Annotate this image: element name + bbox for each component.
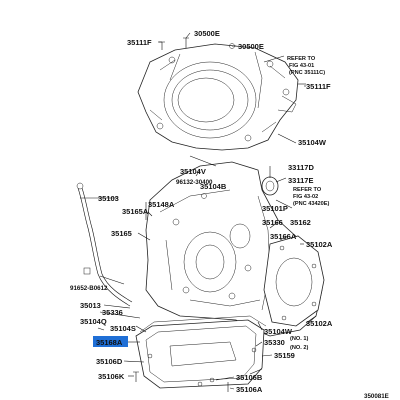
label-35104W-top: 35104W bbox=[298, 138, 326, 147]
seal-33117 bbox=[262, 177, 278, 195]
label-96132-30400: 96132-30400 bbox=[176, 179, 213, 186]
label-35013: 35013 bbox=[80, 301, 101, 310]
bolt-35106K bbox=[133, 372, 139, 382]
refer-note-2-line3: (PNC 43420E) bbox=[293, 201, 330, 207]
label-35148A: 35148A bbox=[148, 200, 175, 209]
label-35106A: 35106A bbox=[236, 385, 263, 394]
label-35168A: 35168A bbox=[96, 338, 123, 347]
plug-35104B bbox=[190, 156, 216, 166]
converter-housing bbox=[138, 44, 298, 150]
label-35330: 35330 bbox=[264, 338, 285, 347]
refer-note-2-line2: FIG 43-02 bbox=[293, 194, 319, 200]
label-30500E: 30500E bbox=[194, 29, 220, 38]
label-35103: 35103 bbox=[98, 194, 119, 203]
refer-note-1-line2: FIG 43-01 bbox=[289, 63, 315, 69]
label-35104S: 35104S bbox=[110, 324, 136, 333]
label-35104V: 35104V bbox=[180, 167, 206, 176]
label-33117D: 33117D bbox=[288, 163, 314, 172]
label-35162: 35162 bbox=[290, 218, 311, 227]
bolt-35111F-top bbox=[159, 42, 165, 50]
label-35104B: 35104B bbox=[200, 182, 227, 191]
label-35102A-1: 35102A bbox=[306, 240, 333, 249]
label-35104W-bottom: 35104W bbox=[264, 327, 292, 336]
refer-note-1-line1: REFER TO bbox=[287, 56, 316, 62]
label-35159: 35159 bbox=[274, 351, 295, 360]
diagram-code: 350081E bbox=[364, 393, 389, 400]
label-35166A: 35166A bbox=[270, 232, 297, 241]
tube-clamp bbox=[84, 268, 90, 274]
label-35166: 35166 bbox=[262, 218, 283, 227]
label-33117E: 33117E bbox=[288, 176, 314, 185]
label-35165A: 35165A bbox=[122, 207, 149, 216]
bolt-30500E bbox=[183, 38, 189, 48]
label-30500E-2: 30500E bbox=[238, 42, 264, 51]
label-35106D: 35106D bbox=[96, 357, 123, 366]
label-35102A-2: 35102A bbox=[306, 319, 333, 328]
note-no-2: (NO. 2) bbox=[290, 345, 309, 351]
label-35336: 35336 bbox=[102, 308, 123, 317]
label-35101P: 35101P bbox=[262, 204, 288, 213]
label-35111F-top: 35111F bbox=[127, 38, 152, 47]
note-no-1: (NO. 1) bbox=[290, 336, 309, 342]
refer-note-1-line3: (PNC 35111C) bbox=[289, 70, 326, 76]
label-91652-B0612: 91652-B0612 bbox=[70, 285, 108, 292]
label-35106B: 35106B bbox=[236, 373, 263, 382]
label-35106K: 35106K bbox=[98, 372, 125, 381]
label-35104Q: 35104Q bbox=[80, 317, 107, 326]
label-35111F-right: 35111F bbox=[306, 82, 331, 91]
refer-note-2-line1: REFER TO bbox=[293, 187, 322, 193]
label-35165: 35165 bbox=[111, 229, 132, 238]
